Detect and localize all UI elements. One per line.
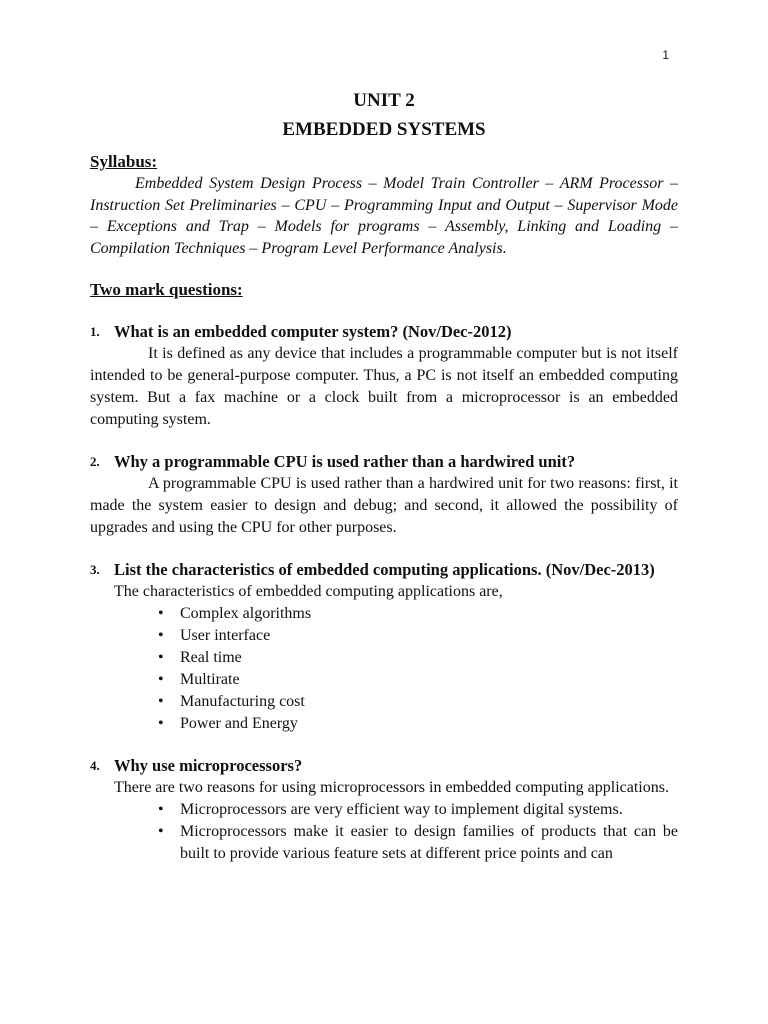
question-title bbox=[90, 559, 678, 581]
list-item: • Microprocessors are very efficient way to implement digital systems. bbox=[158, 799, 678, 821]
syllabus-heading: Syllabus: bbox=[90, 152, 158, 171]
question-title bbox=[90, 451, 678, 473]
two-mark-heading: Two mark questions: bbox=[90, 280, 243, 299]
question-text: Why a programmable CPU is used rather than a hardwired unit? bbox=[114, 452, 576, 471]
list-item: • Complex algorithms bbox=[158, 603, 678, 625]
characteristics-list bbox=[90, 603, 678, 735]
question-answer: There are two reasons for using microprocessors in embedded computing applications. bbox=[114, 779, 669, 796]
syllabus-text: Embedded System Design Process – Model Train Controller – ARM Processor – Instruction Set Preliminaries – CPU – Programming Input and Output – Supervisor Mode – Exceptions and Trap – Models for programs – Assembly, Linking and Loading – Compilation Techniques – Program Level Performance Analysis. bbox=[90, 175, 678, 257]
question-intro: The characteristics of embedded computing applications are, bbox=[114, 583, 503, 600]
list-item: • Real time bbox=[158, 647, 678, 669]
question-answer: It is defined as any device that includes a programmable computer but is not itself intended to be general-purpose computer. Thus, a PC is not itself an embedded computing system. But a fax machine or a clock built from a microprocessor is an embedded computing system. bbox=[90, 345, 678, 428]
list-item: • Multirate bbox=[158, 669, 678, 691]
reasons-list bbox=[90, 799, 678, 865]
question-text: List the characteristics of embedded computing applications. (Nov/Dec-2013) bbox=[114, 560, 655, 579]
question-title bbox=[90, 321, 678, 343]
list-item: • Power and Energy bbox=[158, 713, 678, 735]
question-1 bbox=[90, 321, 678, 431]
question-title bbox=[90, 755, 678, 777]
list-item: • User interface bbox=[158, 625, 678, 647]
question-number: 2. bbox=[90, 454, 100, 469]
question-3 bbox=[90, 559, 678, 735]
question-4 bbox=[90, 755, 678, 865]
question-2 bbox=[90, 451, 678, 539]
question-number: 4. bbox=[90, 758, 100, 773]
question-number: 3. bbox=[90, 562, 100, 577]
page-number: 1 bbox=[662, 48, 669, 62]
question-text: What is an embedded computer system? (Nov/Dec-2012) bbox=[114, 322, 512, 341]
subject-title: EMBEDDED SYSTEMS bbox=[282, 119, 486, 140]
question-answer: A programmable CPU is used rather than a hardwired unit for two reasons: first, it made the system easier to design and debug; and second, it allowed the possibility of upgrades and using the CPU for other purposes. bbox=[90, 475, 678, 536]
list-item: • Microprocessors make it easier to design families of products that can be built to provide various feature sets at different price points and can bbox=[158, 821, 678, 865]
page-content bbox=[90, 88, 678, 865]
list-item: • Manufacturing cost bbox=[158, 691, 678, 713]
question-number: 1. bbox=[90, 324, 100, 339]
unit-title: UNIT 2 bbox=[353, 90, 415, 111]
question-text: Why use microprocessors? bbox=[114, 756, 303, 775]
